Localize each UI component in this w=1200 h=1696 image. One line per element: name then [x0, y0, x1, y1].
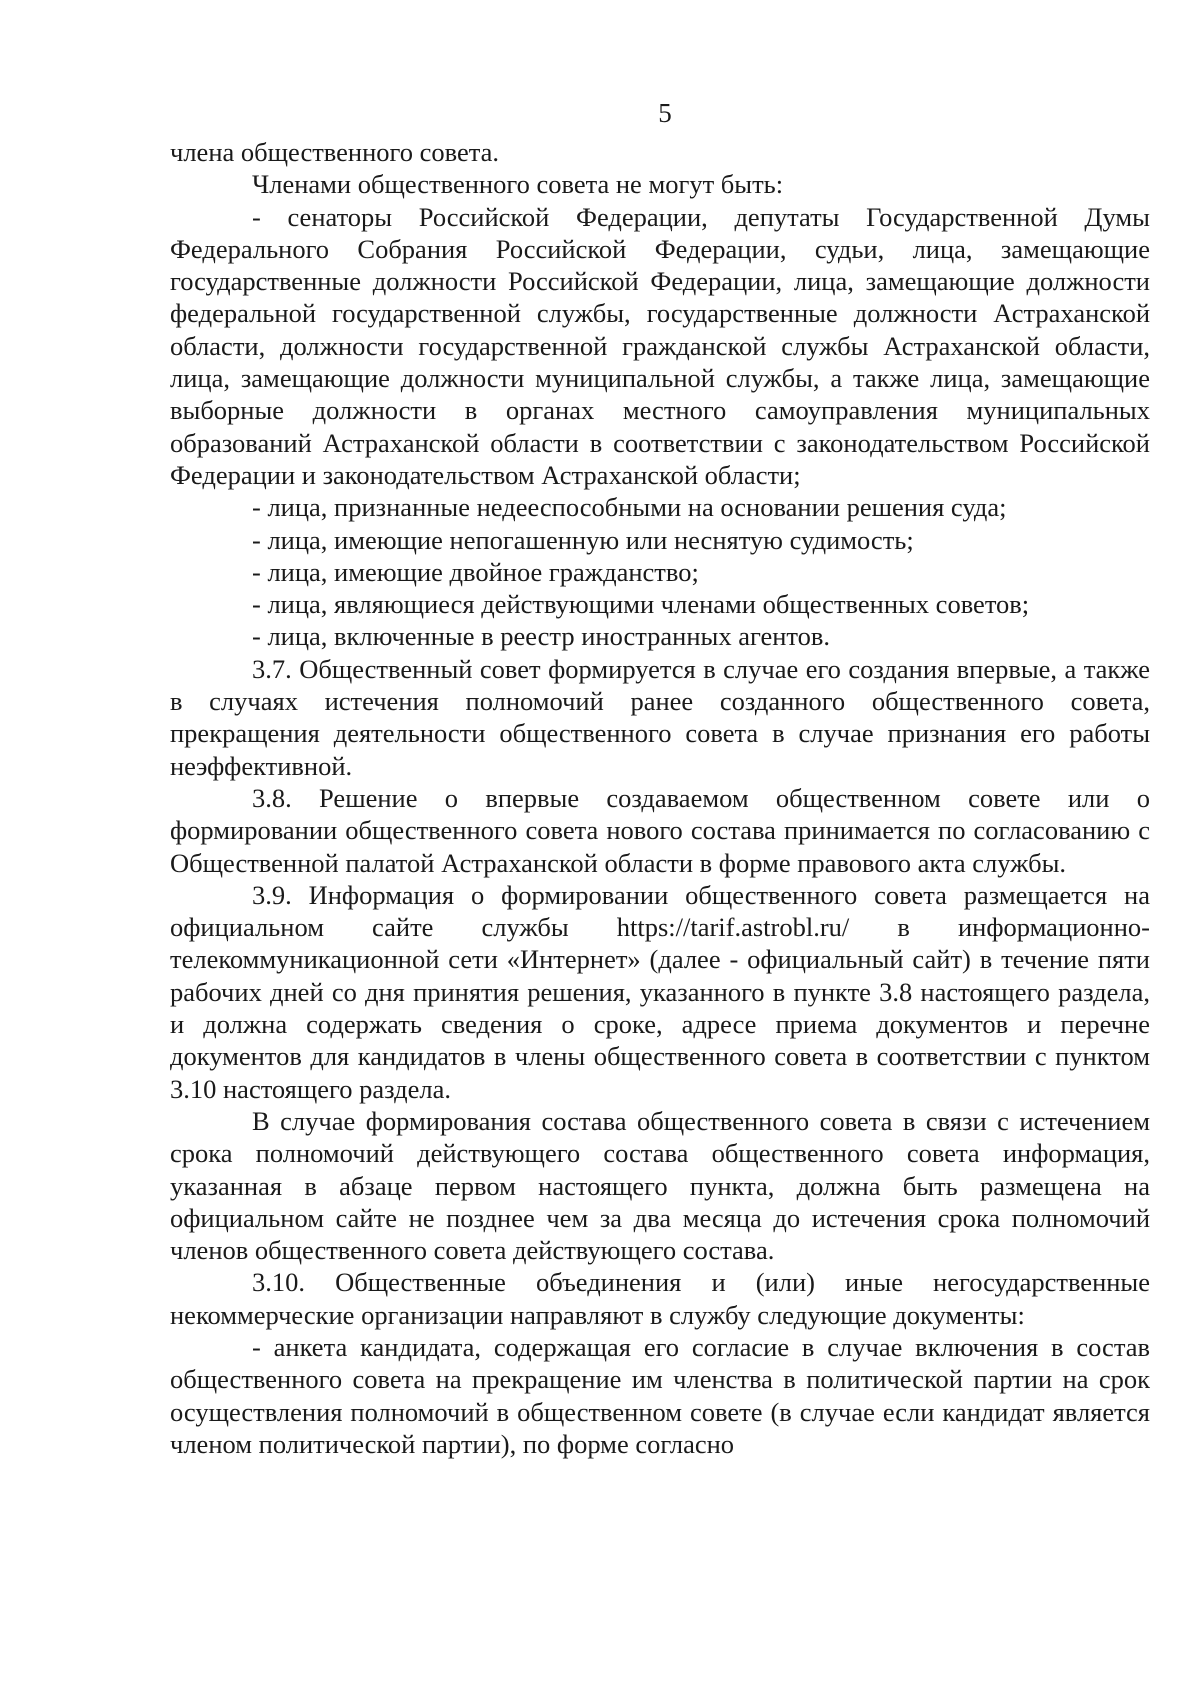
paragraph-3-10: 3.10. Общественные объединения и (или) иные негосударственные некоммерческие организации направляют в службу следующие документы:	[170, 1267, 1150, 1330]
list-item-candidate-form: - анкета кандидата, содержащая его согласие в случае включения в состав общественного совета на прекращение им членства в политической партии на срок осуществления полномочий в общественном совете (в случае если кандидат является членом политической партии), по форме согласно	[170, 1331, 1150, 1459]
paragraph-3-8: 3.8. Решение о впервые создаваемом общественном совете или о формировании общественного совета нового состава принимается по согласованию с Общественной палатой Астраханской области в форме правового акта службы.	[170, 782, 1150, 878]
paragraph-members-restriction: Членами общественного совета не могут быть:	[252, 169, 784, 200]
list-item-active-members: - лица, являющиеся действующими членами общественных советов;	[252, 589, 1030, 620]
document-body	[170, 136, 1150, 1460]
list-item-dual-citizenship: - лица, имеющие двойное гражданство;	[252, 556, 699, 587]
paragraph-3-9: 3.9. Информация о формировании общественного совета размещается на официальном сайте службы https://tarif.astrobl.ru/ в информационно-телекоммуникационной сети «Интернет» (далее - официальный сайт) в течение пяти рабочих дней со дня принятия решения, указанного в пункте 3.8 настоящего раздела, и должна содержать сведения о сроке, адресе приема документов и перечне документов для кандидатов в члены общественного совета в соответствии с пунктом 3.10 настоящего раздела.	[170, 879, 1150, 1104]
list-item-conviction: - лица, имеющие непогашенную или неснятую судимость;	[252, 524, 914, 555]
paragraph-3-7: 3.7. Общественный совет формируется в случае его создания впервые, а также в случаях истечения полномочий ранее созданного общественного совета, прекращения деятельности общественного совета в случае признания его работы неэффективной.	[170, 653, 1150, 781]
paragraph-continuation: члена общественного совета.	[170, 137, 500, 167]
page-number: 5	[658, 98, 672, 128]
list-item-incapable: - лица, признанные недееспособными на основании решения суда;	[252, 492, 1007, 523]
paragraph-3-9-second: В случае формирования состава общественного совета в связи с истечением срока полномочий действующего состава общественного совета информация, указанная в абзаце первом настоящего пункта, должна быть размещена на официальном сайте не позднее чем за два месяца до истечения срока полномочий членов общественного совета действующего состава.	[170, 1105, 1150, 1266]
list-item-senators: - сенаторы Российской Федерации, депутаты Государственной Думы Федерального Собрания Российской Федерации, судьи, лица, замещающие государственные должности Российской Федерации, лица, замещающие должности федеральной государственной службы, государственные должности Астраханской области, должности государственной гражданской службы Астраханской области, лица, замещающие должности муниципальной службы, а также лица, замещающие выборные должности в органах местного самоуправления муниципальных образований Астраханской области в соответствии с законодательством Российской Федерации и законодательством Астраханской области;	[170, 201, 1150, 490]
list-item-foreign-agents: - лица, включенные в реестр иностранных агентов.	[252, 621, 831, 652]
